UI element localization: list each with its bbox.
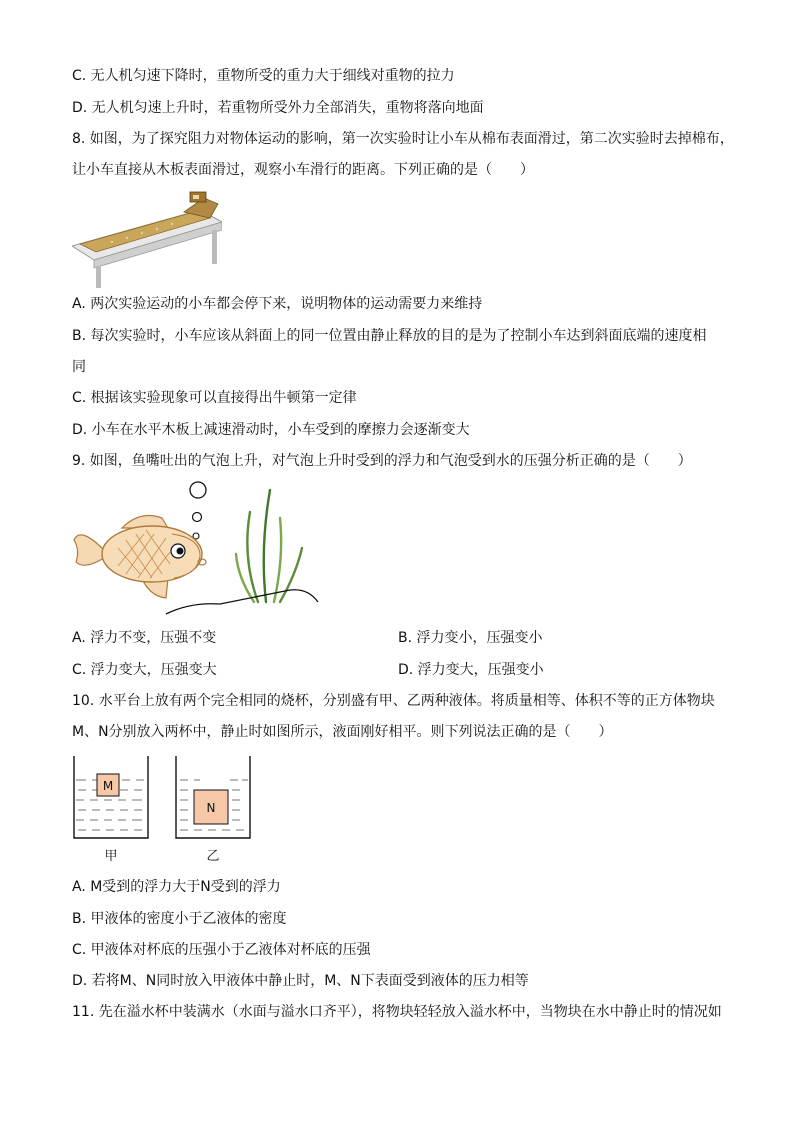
q10-beakers-figure — [70, 752, 260, 870]
q11-stem: 11. 先在溢水杯中装满水（水面与溢水口齐平），将物块轻轻放入溢水杯中，当物块在水中静止时的情况如 — [72, 1004, 722, 1020]
q9-option-a: A. 浮力不变，压强不变 — [72, 630, 217, 646]
q9-option-c: C. 浮力变大，压强变大 — [72, 662, 217, 678]
q10-option-c: C. 甲液体对杯底的压强小于乙液体对杯底的压强 — [72, 942, 371, 958]
q10-option-d: D. 若将M、N同时放入甲液体中静止时，M、N下表面受到液体的压力相等 — [72, 973, 529, 989]
q8-option-b-line2: 同 — [72, 359, 86, 375]
q9-fish-figure — [70, 478, 320, 618]
beaker-left-label: 甲 — [104, 849, 118, 864]
q8-ramp-figure — [72, 186, 222, 288]
q8-option-b-line1: B. 每次实验时，小车应该从斜面上的同一位置由静止释放的目的是为了控制小车达到斜面底端的速度相 — [72, 328, 707, 344]
q8-stem-line2: 让小车直接从木板表面滑过，观察小车滑行的距离。下列正确的是（ ） — [72, 162, 534, 178]
block-n-label: N — [206, 801, 216, 815]
q8-option-d: D. 小车在水平木板上减速滑动时，小车受到的摩擦力会逐渐变大 — [72, 422, 470, 438]
q8-stem-line1: 8. 如图，为了探究阻力对物体运动的影响，第一次实验时让小车从棉布表面滑过，第二次实验时去掉棉布， — [72, 131, 734, 147]
q10-stem-line2: M、N分别放入两杯中，静止时如图所示，液面刚好相平。则下列说法正确的是（ ） — [72, 724, 613, 740]
q8-option-a: A. 两次实验运动的小车都会停下来，说明物体的运动需要力来维持 — [72, 296, 483, 312]
q9-option-d: D. 浮力变大，压强变小 — [398, 662, 544, 678]
q9-option-b: B. 浮力变小，压强变小 — [398, 630, 543, 646]
q10-stem-line1: 10. 水平台上放有两个完全相同的烧杯，分别盛有甲、乙两种液体。将质量相等、体积不等的正方体物块 — [72, 693, 715, 709]
q7-option-d: D. 无人机匀速上升时，若重物所受外力全部消失，重物将落向地面 — [72, 100, 484, 116]
block-m-label: M — [102, 779, 114, 793]
q9-stem: 9. 如图，鱼嘴吐出的气泡上升，对气泡上升时受到的浮力和气泡受到水的压强分析正确的是（ ） — [72, 453, 692, 469]
q10-option-b: B. 甲液体的密度小于乙液体的密度 — [72, 911, 287, 927]
q8-option-c: C. 根据该实验现象可以直接得出牛顿第一定律 — [72, 390, 357, 406]
beaker-right-label: 乙 — [206, 849, 220, 864]
q10-option-a: A. M受到的浮力大于N受到的浮力 — [72, 879, 281, 895]
q7-option-c: C. 无人机匀速下降时，重物所受的重力大于细线对重物的拉力 — [72, 68, 455, 84]
